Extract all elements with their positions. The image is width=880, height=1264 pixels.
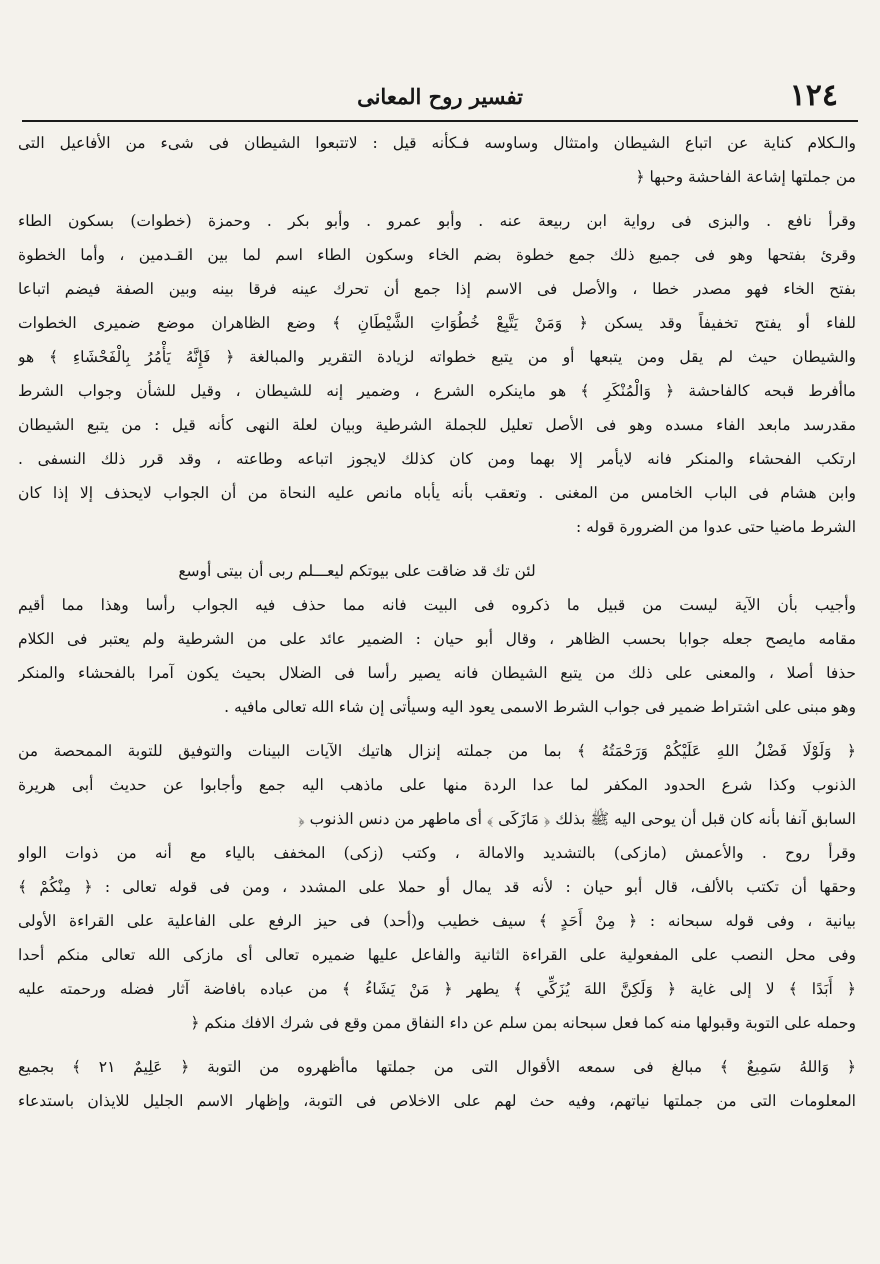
text-line: وحمله على التوبة وقبولها منه كما فعل سبحانه بمن سلم عن داء النفاق ممن وقع فى شرك الافك منكم ﴿ bbox=[190, 1014, 856, 1032]
text-line: وأجيب بأن الآية ليست من قبيل ما ذكروه فى البيت فانه مما حذف فيه الجواب رأسا وهذا مما أقيم bbox=[18, 596, 856, 614]
text-line: بفتح الخاء فهو مصدر خطا ، والأصل فى الاسم إذا جمع أن تحرك عينه فرقا بينه وبين الصفة فيضم اتباعا bbox=[18, 280, 856, 298]
text-line: وقرأ نافع . والبزى فى رواية ابن ربيعة عنه . وأبو عمرو . وأبو بكر . وحمزة (خطوات) بسكون الطاء bbox=[18, 212, 856, 230]
text-line: ﴿ وَاللهُ سَمِيعٌ ﴾ مبالغ فى سمعه الأقوال التى من جملتها ماأظهروه من التوبة ﴿ عَلِيمٌ ٢١ ﴾ بجميع bbox=[18, 1058, 856, 1076]
text-line: ماأفرط قبحه كالفاحشة ﴿ وَالْمُنْكَرِ ﴾ هو ماينكره الشرع ، وضمير إنه للشيطان ، وقيل للشأن وجواب الشرط bbox=[18, 382, 856, 400]
text-line: وقرئ بفتحها وهو فى جميع ذلك جمع خطوة بضم الخاء وسكون الطاء اسم لما بين القـدمين ، وأما الخطوة bbox=[18, 246, 856, 264]
text-line: مقدرسد مابعد الفاء مسده وهو فى الأصل تعليل للجملة الشرطية وبيان لعلة النهى كأنه قيل : من يتبع الشيطان bbox=[18, 416, 856, 434]
text-line: حذفا أصلا ، والمعنى على ذلك من يتبع الشيطان فانه يصير رأسا فى الضلال بحيث يكون آمرا بالفحشاء والمنكر bbox=[18, 664, 856, 682]
text-line: الذنوب وكذا شرع الحدود المكفر لما عدا الردة منها على ماذهب اليه جمع وأجابوا عن حديث أبى هريرة bbox=[18, 776, 856, 794]
text-line: والـكلام كناية عن اتباع الشيطان وامتثال وساوسه فـكأنه قيل : لاتتبعوا الشيطان فى شىء من الأفاعيل التى bbox=[18, 134, 856, 152]
page-header bbox=[22, 72, 858, 122]
text-line: وابن هشام فى الباب الخامس من المغنى . وتعقب بأنه يأباه مانص عليه النحاة من أن الجواب لايحذف إلا إذا كان bbox=[18, 484, 856, 502]
text-line: ارتكب الفحشاء والمنكر فانه لايأمر إلا بهما ومن كان كذلك لايجوز اتباعه وطاعته ، وقد قرر ذلك النسفى . bbox=[18, 450, 856, 468]
text-line: والشيطان حيث لم يقل ومن يتبعها أو من يتبع خطواته لزيادة التقرير والمبالغة ﴿ فَإِنَّهُ يَأْمُرُ بِالْفَحْشَاءِ ﴾ هو bbox=[18, 348, 856, 366]
text-line: مقامه مايصح جعله جوابا بحسب الظاهر ، وقال أبو حيان : الضمير عائد على من الشرطية ولم يعتبر فى الكلام bbox=[18, 630, 856, 648]
text-line: ﴿ أَبَدًا ﴾ لا إلى غاية ﴿ وَلَكِنَّ اللهَ يُزَكِّي ﴾ يطهر ﴿ مَنْ يَشَاءُ ﴾ من عباده بافاضة آثار فضله ورحمته عليه bbox=[18, 980, 856, 998]
text-line: وهو مبنى على اشتراط ضمير فى جواب الشرط الاسمى يعود اليه وسيأتى إن شاء الله تعالى مافيه . bbox=[224, 698, 856, 716]
text-line: المعلومات التى من جملتها نياتهم، وفيه حث لهم على الاخلاص فى التوبة، وإظهار الاسم الجليل للايذان باستدعاء bbox=[18, 1092, 856, 1110]
text-line: للفاء أو يفتح تخفيفاً وقد يسكن ﴿ وَمَنْ يَتَّبِعْ خُطُوَاتِ الشَّيْطَانِ ﴾ وضع الظاهران موضع ضميرى الخطوات bbox=[18, 314, 856, 332]
page-number: ١٢٤ bbox=[789, 78, 838, 113]
text-line: الشرط ماضيا حتى عدوا من الضرورة قوله : bbox=[575, 518, 856, 536]
verse-line: لئن تك قد ضاقت على بيوتكم ليعـــلم ربى أن بيتى أوسع bbox=[178, 562, 536, 580]
header-rule bbox=[22, 120, 858, 122]
text-line: ﴿ وَلَوْلَا فَضْلُ اللهِ عَلَيْكُمْ وَرَحْمَتُهُ ﴾ بما من جملته إنزال هاتيك الآيات البينات والتوفيق للتوبة الممحصة من bbox=[18, 742, 856, 760]
text-line: السابق آنفا بأنه كان قبل أن يوحى اليه ﷺ بذلك ﴿ مَازَكَى ﴾ أى ماطهر من دنس الذنوب ﴿ bbox=[298, 810, 856, 828]
running-title: تفسير روح المعانى bbox=[357, 84, 523, 109]
text-line: من جملتها إشاعة الفاحشة وحبها ﴿ bbox=[635, 168, 856, 186]
text-line: وقرأ روح . والأعمش (مازكى) بالتشديد والامالة ، وكتب (زكى) المخفف بالياء مع أنه من ذوات الواو bbox=[18, 844, 856, 862]
text-line: وحقها أن تكتب بالألف، قال أبو حيان : لأنه قد يمال أو حملا على المشدد ، ومن فى قوله تعالى : ﴿ مِنْكُمْ ﴾ bbox=[18, 878, 856, 896]
page-body bbox=[18, 126, 856, 1118]
text-line: وفى محل النصب على المفعولية على القراءة الثانية والفاعل عليها ضميره تعالى أى مازكى الله تعالى منكم أحدا bbox=[18, 946, 856, 964]
text-line: بيانية ، وفى قوله سبحانه : ﴿ مِنْ أَحَدٍ ﴾ سيف خطيب و(أحد) فى حيز الرفع على الفاعلية على القراءة الأولى bbox=[18, 912, 856, 930]
